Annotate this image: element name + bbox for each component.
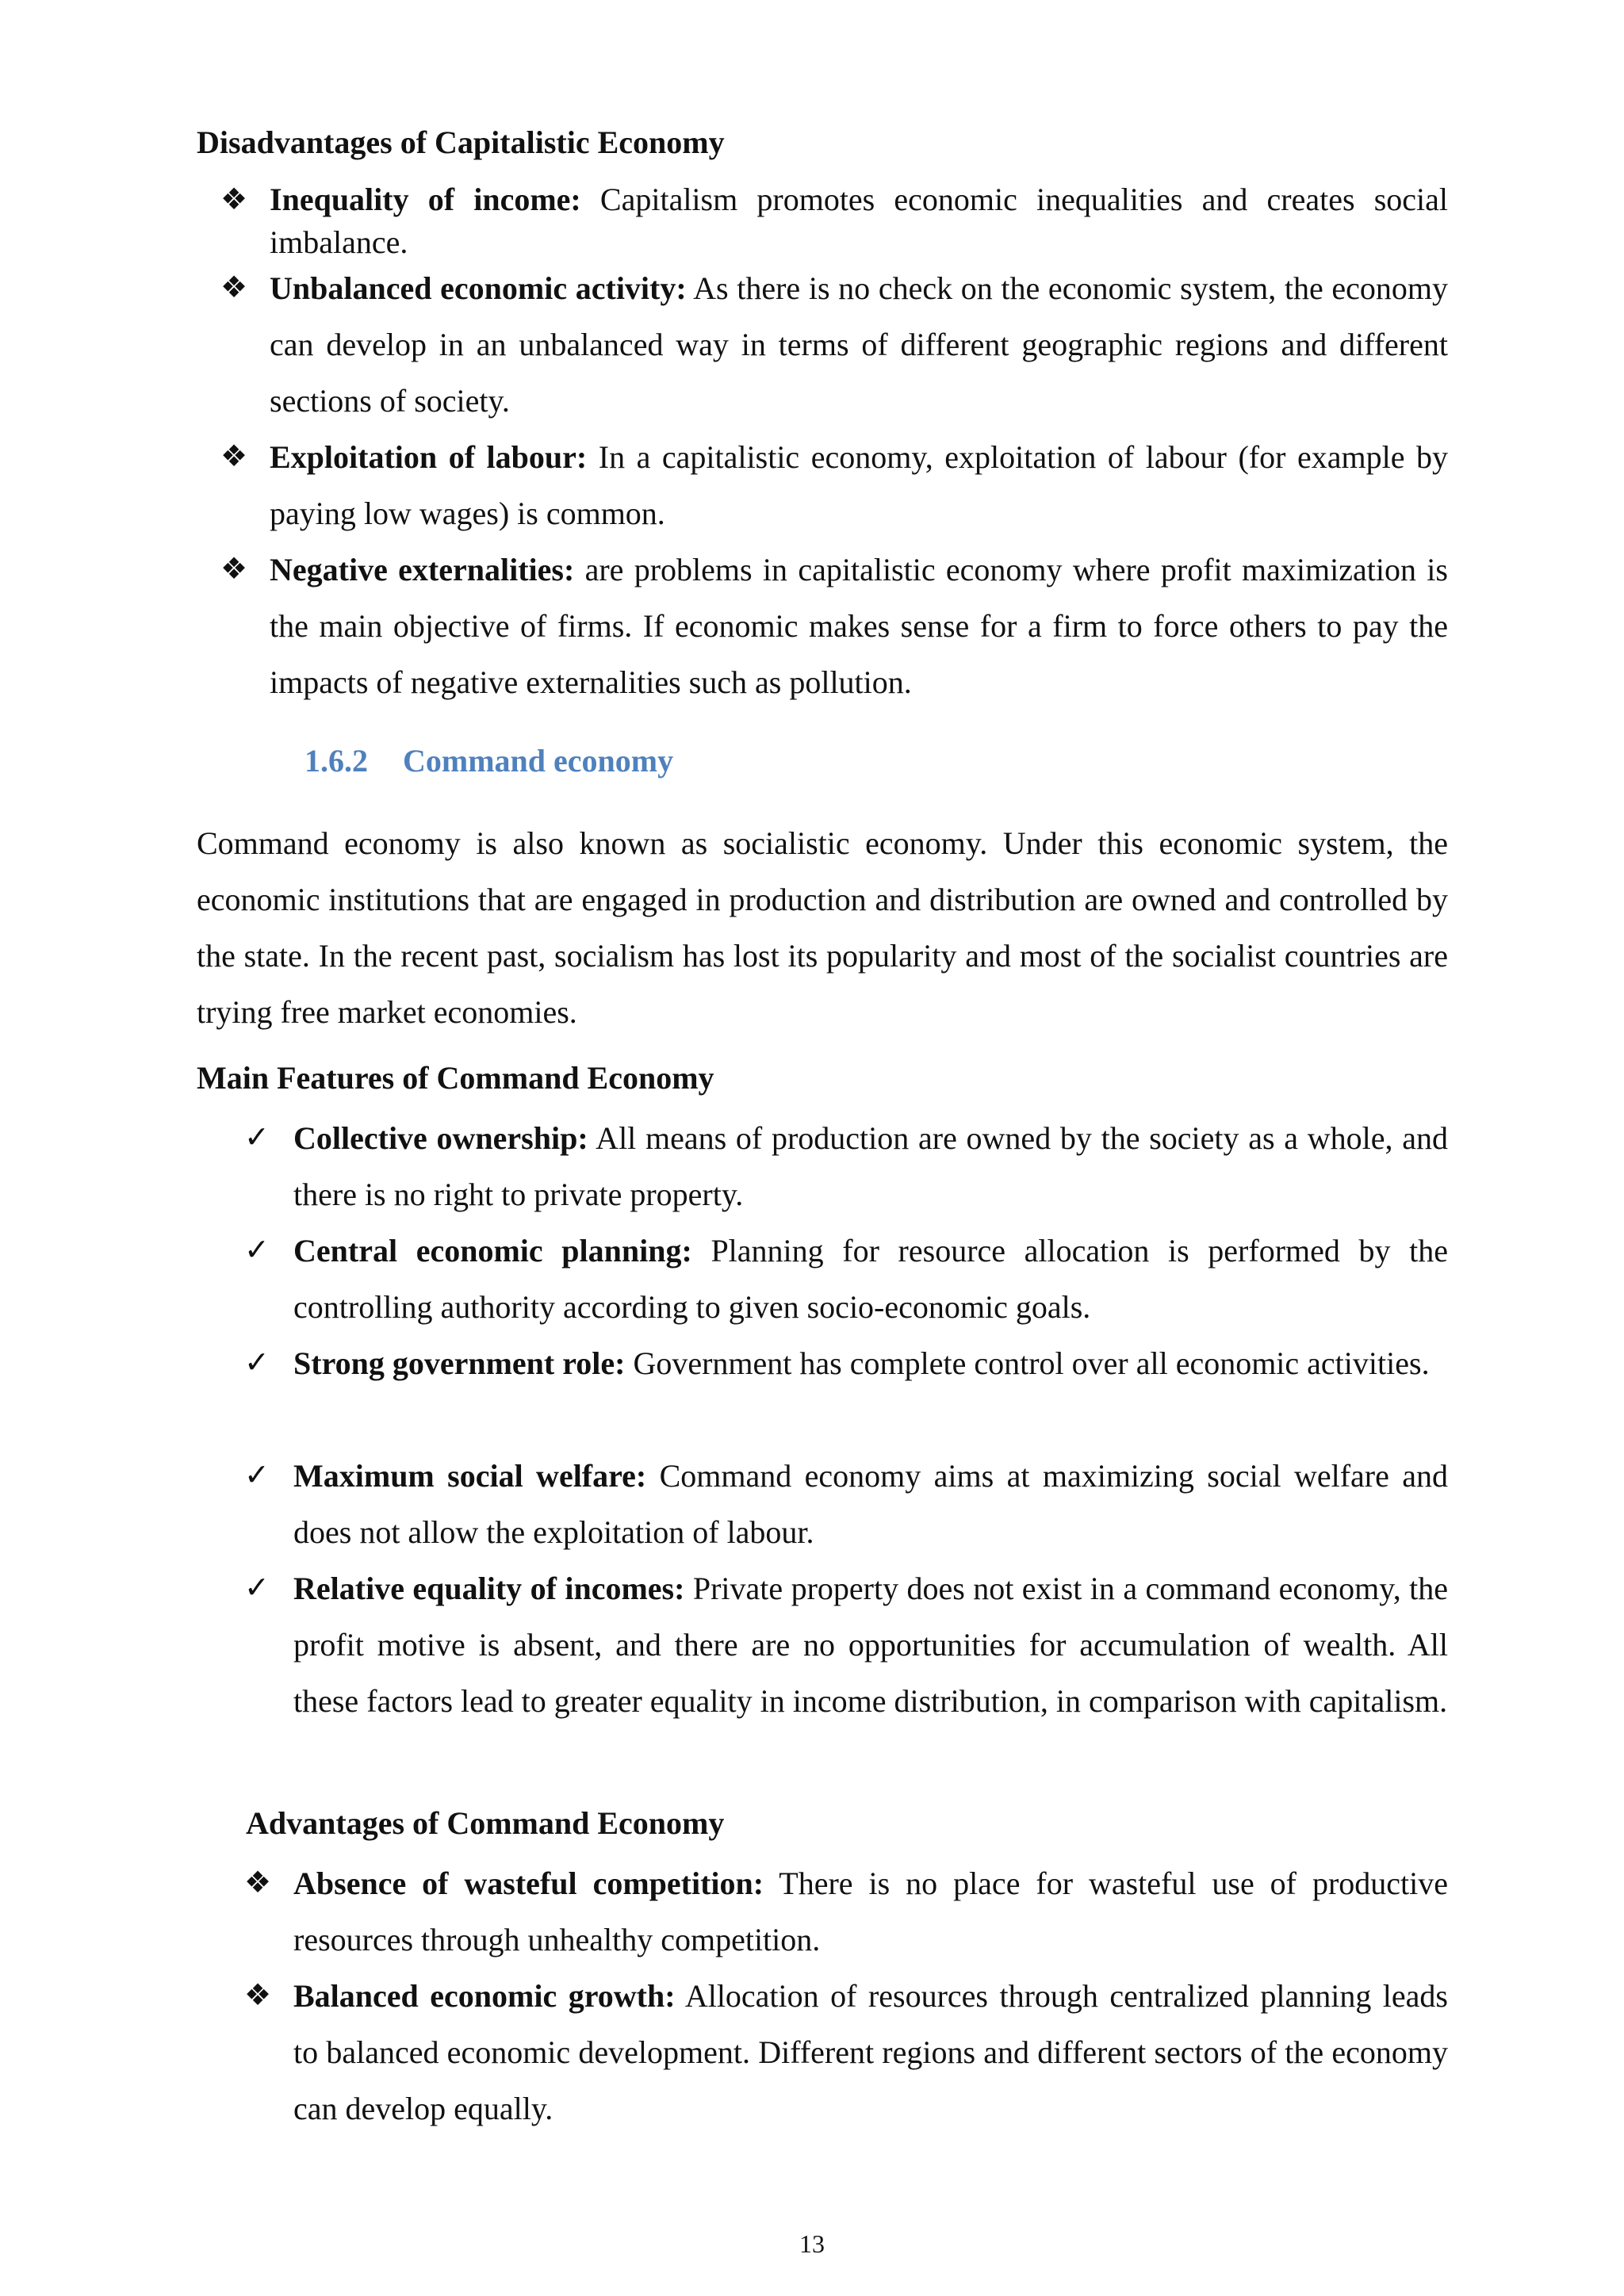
item-term: Inequality of income: (270, 182, 581, 217)
item-text: Government has complete control over all economic activities. (625, 1345, 1430, 1381)
item-text: Planning for resource allocation is performed by the controlling authority according to given socio-economic goals. (293, 1233, 1449, 1325)
list-item-maximum-social-welfare (244, 1448, 1449, 1560)
section-title: Command economy (403, 743, 674, 779)
item-term: Unbalanced economic activity: (270, 270, 687, 306)
item-text: Allocation of resources through centralized planning leads to balanced economic development. Different regions and different sectors of the economy can develop equally. (293, 1978, 1448, 2126)
list-item-exploitation-of-labour (220, 429, 1449, 541)
item-text: In a capitalistic economy, exploitation of labour (for example by paying low wages) is common. (270, 439, 1449, 531)
list-item-absence-of-wasteful-competition (244, 1855, 1448, 1968)
item-term: Exploitation of labour: (270, 439, 588, 475)
item-term: Balanced economic growth: (293, 1978, 676, 2014)
item-term: Negative externalities: (270, 552, 575, 587)
page-number: 13 (799, 2229, 825, 2258)
item-text: Capitalism promotes economic inequalities and creates social imbalance. (270, 182, 1448, 260)
list-item-central-economic-planning (244, 1223, 1449, 1335)
diamond-bullet-icon: ❖ (220, 271, 248, 304)
item-term: Maximum social welfare: (293, 1458, 647, 1494)
list-item-relative-equality-of-incomes (244, 1560, 1448, 1729)
checkmark-icon: ✓ (244, 1234, 270, 1267)
diamond-bullet-icon: ❖ (244, 1866, 272, 1900)
diamond-bullet-icon: ❖ (220, 183, 248, 216)
features-heading: Main Features of Command Economy (197, 1060, 714, 1096)
checkmark-icon: ✓ (244, 1571, 270, 1605)
diamond-bullet-icon: ❖ (220, 440, 248, 473)
item-term: Central economic planning: (293, 1233, 692, 1269)
item-text: As there is no check on the economic system, the economy can develop in an unbalanced way in terms of different geographic regions and different sections of society. (270, 270, 1448, 419)
disadvantages-heading: Disadvantages of Capitalistic Economy (197, 124, 725, 160)
item-term: Relative equality of incomes: (293, 1571, 685, 1606)
checkmark-icon: ✓ (244, 1121, 270, 1154)
checkmark-icon: ✓ (244, 1459, 270, 1492)
checkmark-icon: ✓ (244, 1346, 270, 1380)
item-text: are problems in capitalistic economy where profit maximization is the main objective of firms. If economic makes sense for a firm to force others to pay the impacts of negative externalities such as pollution. (270, 552, 1448, 700)
advantages-heading: Advantages of Command Economy (246, 1805, 725, 1841)
item-term: Collective ownership: (293, 1120, 588, 1156)
item-text: All means of production are owned by the society as a whole, and there is no right to private property. (293, 1120, 1448, 1212)
intro-paragraph: Command economy is also known as socialistic economy. Under this economic system, the economic institutions that are engaged in production and distribution are owned and controlled by the state. In the recent past, socialism has lost its popularity and most of the socialist countries are trying free market economies. (197, 825, 1448, 1030)
list-item-collective-ownership (244, 1110, 1448, 1223)
list-item-strong-government-role (244, 1335, 1448, 1391)
list-item-balanced-economic-growth (244, 1968, 1448, 2137)
item-text: There is no place for wasteful use of productive resources through unhealthy competition. (293, 1866, 1448, 1957)
section-heading-command-economy (304, 745, 673, 777)
item-text: Command economy aims at maximizing social welfare and does not allow the exploitation of labour. (293, 1458, 1449, 1550)
item-term: Strong government role: (293, 1345, 626, 1381)
diamond-bullet-icon: ❖ (220, 553, 248, 586)
diamond-bullet-icon: ❖ (244, 1979, 272, 2012)
list-item-inequality-of-income (220, 178, 1448, 264)
list-item-unbalanced-economic-activity (220, 260, 1448, 429)
item-text: Private property does not exist in a command economy, the profit motive is absent, and there are no opportunities for accumulation of wealth. All these factors lead to greater equality in income distribution, in comparison with capitalism. (293, 1571, 1448, 1719)
section-number: 1.6.2 (304, 743, 368, 779)
item-term: Absence of wasteful competition: (293, 1866, 764, 1901)
list-item-negative-externalities (220, 541, 1448, 710)
